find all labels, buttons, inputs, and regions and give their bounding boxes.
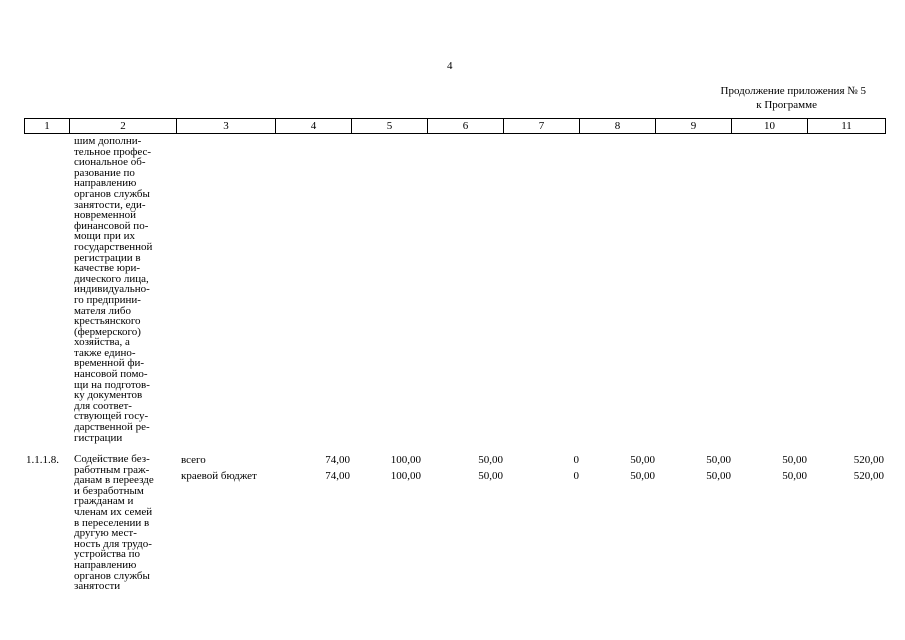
desc-line: щи на подготов- <box>74 378 150 391</box>
funding-source: краевой бюджет <box>181 470 257 482</box>
header-col-7: 7 <box>504 119 580 133</box>
desc-line: данам в переезде <box>74 474 154 487</box>
desc-line: направлению <box>74 558 137 571</box>
desc-line: Содействие без- <box>74 453 150 465</box>
cell-col-9: 50,00 <box>706 470 731 482</box>
desc-line: работным граж- <box>74 463 150 476</box>
desc-line: хозяйства, а <box>74 336 130 349</box>
desc-line: сиональное об- <box>74 156 146 169</box>
desc-line: индивидуально- <box>74 283 150 296</box>
page-number: 4 <box>447 60 453 72</box>
desc-line: органов службы <box>74 569 150 582</box>
desc-line: регистрации в <box>74 251 141 264</box>
item-code: 1.1.1.8. <box>26 454 59 466</box>
header-col-5: 5 <box>352 119 428 133</box>
cell-col-5: 100,00 <box>390 470 421 482</box>
continuation-line-2: к Программе <box>756 99 817 111</box>
table-row <box>24 454 884 469</box>
desc-line: нансовой помо- <box>74 368 148 381</box>
funding-source: всего <box>181 454 206 466</box>
header-col-9: 9 <box>656 119 732 133</box>
cell-col-7: 0 <box>573 454 579 466</box>
cell-col-6: 50,00 <box>478 454 503 466</box>
header-col-10: 10 <box>732 119 808 133</box>
appendix-continuation-note <box>666 84 866 112</box>
cell-col-11: 520,00 <box>853 470 884 482</box>
prev-item-description <box>74 136 184 443</box>
desc-line: другую мест- <box>74 527 137 540</box>
desc-line: мателя либо <box>74 304 131 317</box>
table-header-row <box>24 118 886 134</box>
desc-line: устройства по <box>74 548 140 561</box>
header-col-6: 6 <box>428 119 504 133</box>
desc-line: органов службы <box>74 187 150 200</box>
desc-line: новременной <box>74 209 136 222</box>
desc-line: качестве юри- <box>74 262 141 275</box>
header-col-11: 11 <box>841 120 852 132</box>
header-col-1: 1 <box>25 119 70 133</box>
desc-line: занятости <box>74 580 121 593</box>
desc-line: ку документов <box>74 389 143 402</box>
cell-col-11: 520,00 <box>853 454 884 466</box>
desc-line: государственной <box>74 240 153 253</box>
cell-col-10: 50,00 <box>782 454 807 466</box>
desc-line: в переселении в <box>74 516 150 529</box>
header-col-2: 2 <box>70 119 177 133</box>
header-col-4: 4 <box>276 119 352 133</box>
desc-line: гистрации <box>74 431 123 444</box>
desc-line: дического лица, <box>74 272 149 285</box>
desc-line: крестьянского <box>74 315 141 328</box>
cell-col-6: 50,00 <box>478 470 503 482</box>
desc-line: разование по <box>74 166 135 179</box>
table-row <box>24 470 884 485</box>
header-col-3: 3 <box>177 119 276 133</box>
desc-line: временной фи- <box>74 357 145 370</box>
desc-line: занятости, еди- <box>74 198 146 211</box>
desc-line: го предприни- <box>74 293 141 306</box>
cell-col-4: 74,00 <box>325 470 350 482</box>
desc-line: тельное профес- <box>74 145 152 158</box>
cell-col-4: 74,00 <box>325 454 350 466</box>
desc-line: членам их семей <box>74 505 153 518</box>
desc-line: и безработным <box>74 484 144 497</box>
cell-col-8: 50,00 <box>630 470 655 482</box>
cell-col-9: 50,00 <box>706 454 731 466</box>
cell-col-10: 50,00 <box>782 470 807 482</box>
cell-col-7: 0 <box>573 470 579 482</box>
desc-line: мощи при их <box>74 230 135 243</box>
header-col-8: 8 <box>580 119 656 133</box>
desc-line: направлению <box>74 177 137 190</box>
desc-line: финансовой по- <box>74 219 149 232</box>
desc-line: гражданам и <box>74 495 134 508</box>
continuation-line-1: Продолжение приложения № 5 <box>720 85 866 97</box>
desc-line: дарственной ре- <box>74 421 150 434</box>
desc-line: ствующей госу- <box>74 410 149 423</box>
desc-line: шим дополни- <box>74 135 142 147</box>
desc-line: также едино- <box>74 346 136 359</box>
desc-line: ность для трудо- <box>74 537 152 550</box>
desc-line: (фермерского) <box>74 325 141 338</box>
desc-line: для соответ- <box>74 399 132 412</box>
cell-col-8: 50,00 <box>630 454 655 466</box>
cell-col-5: 100,00 <box>390 454 421 466</box>
